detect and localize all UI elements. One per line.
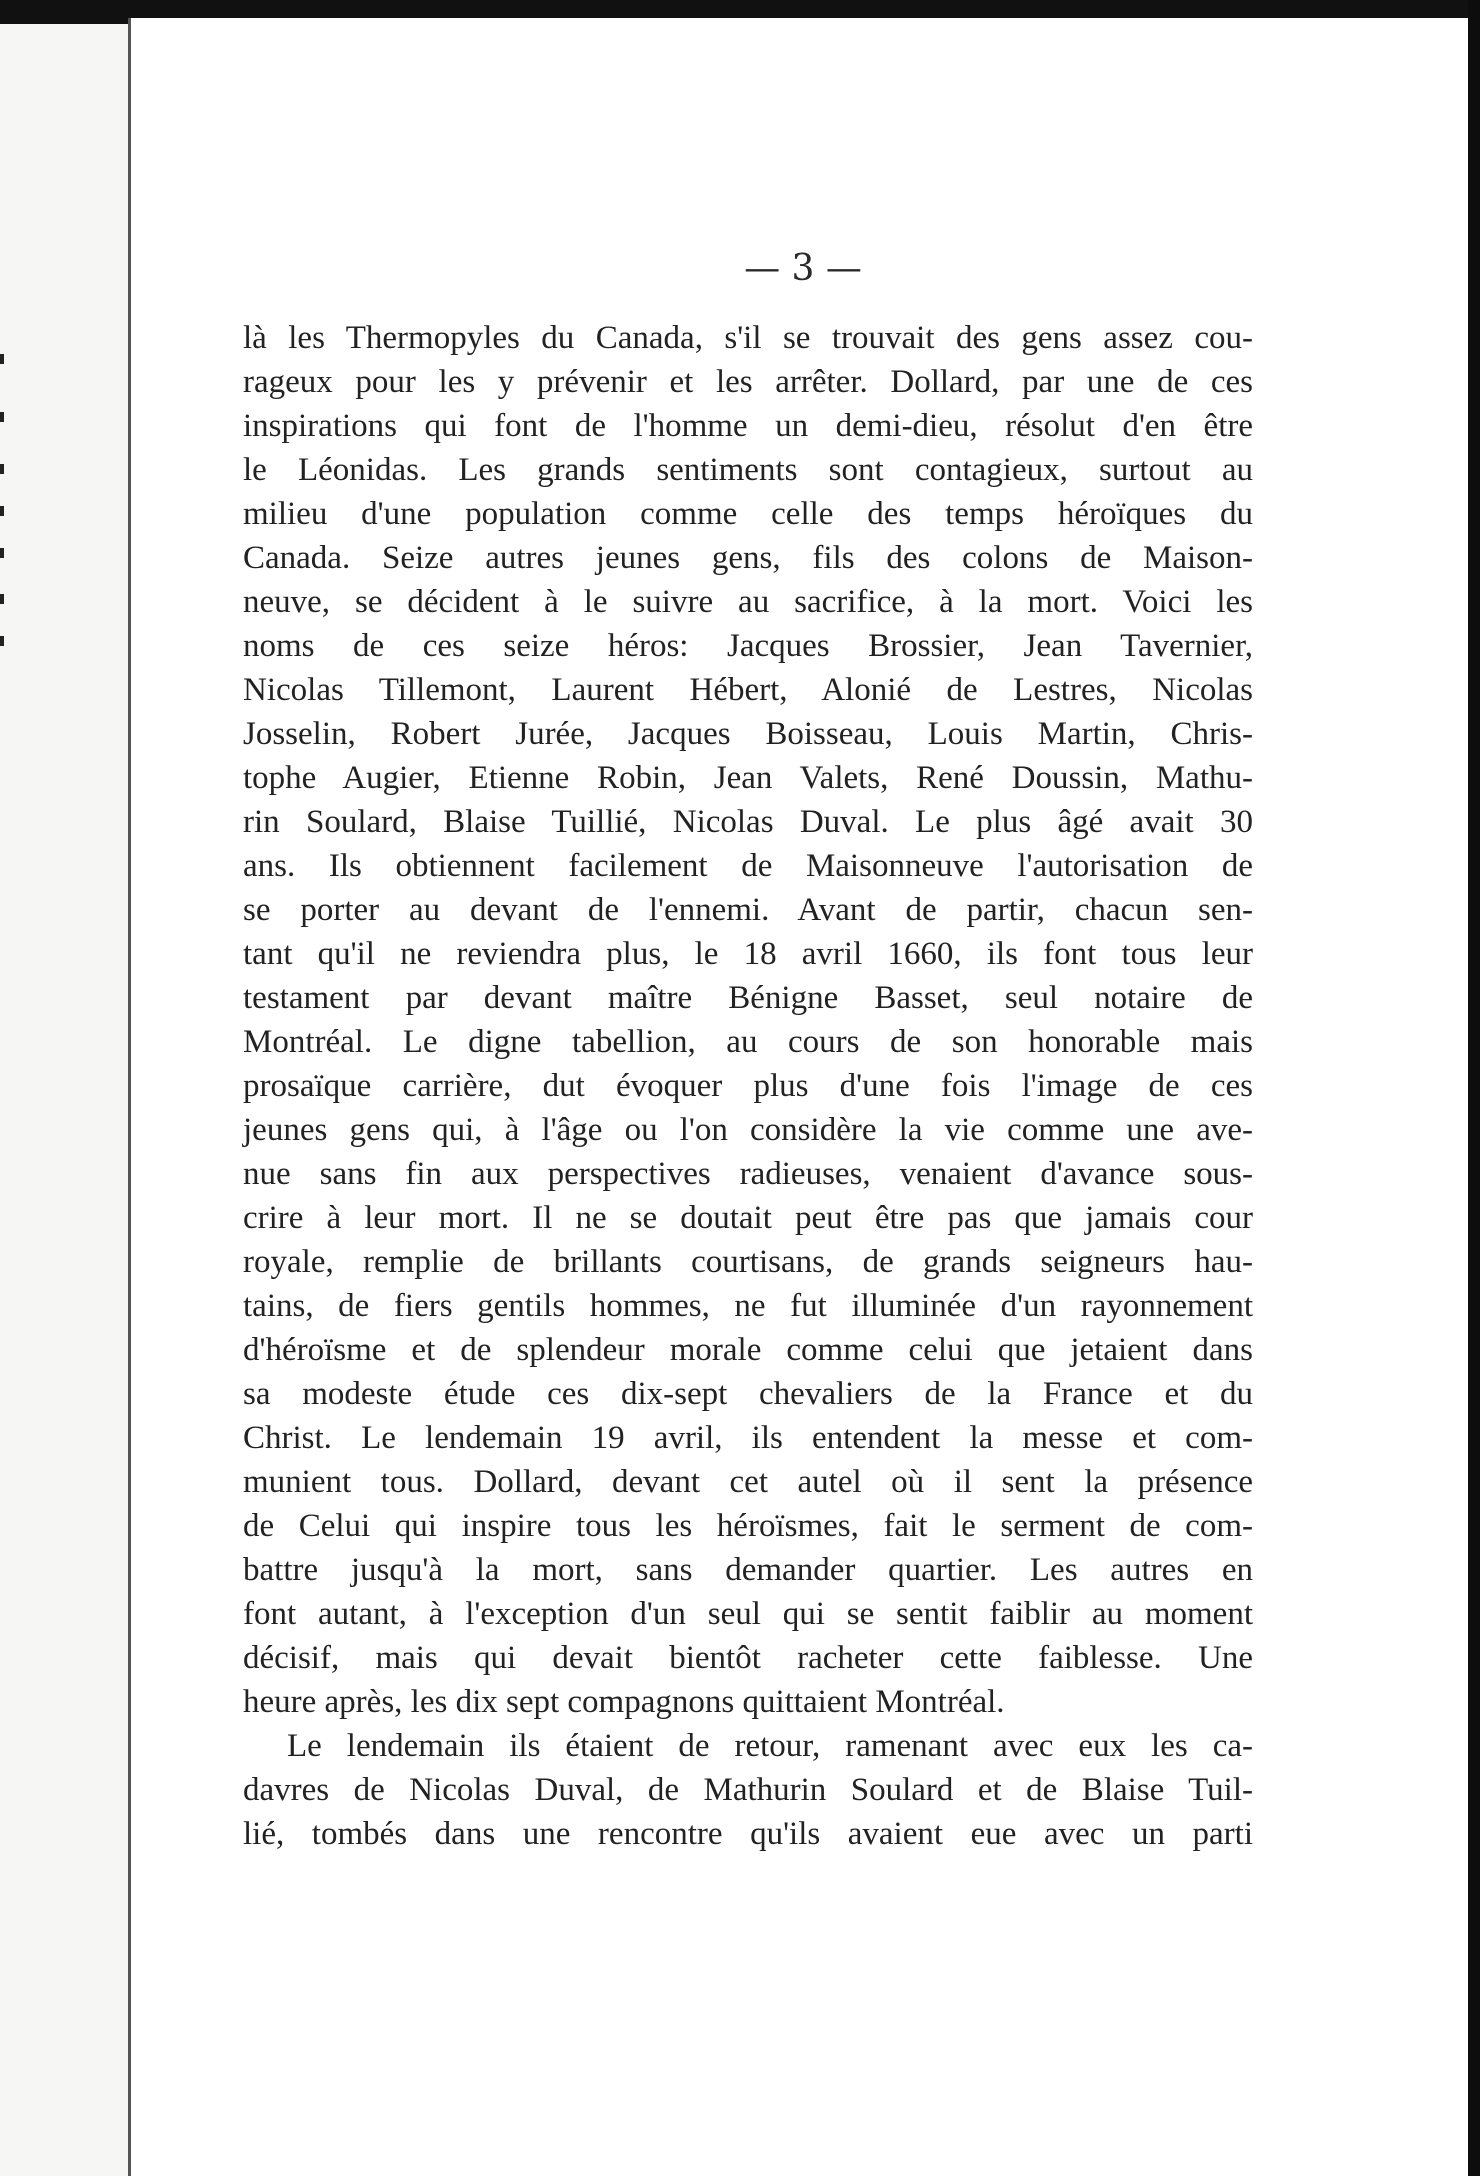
text-line: lié, tombés dans une rencontre qu'ils avaient eue avec un parti — [243, 1816, 1253, 1852]
text-line: d'héroïsme et de splendeur morale comme celui que jetaient dans — [243, 1332, 1253, 1368]
text-line: Nicolas Tillemont, Laurent Hébert, Alonié de Lestres, Nicolas — [243, 672, 1253, 708]
text-line: crire à leur mort. Il ne se doutait peut être pas que jamais cour — [243, 1200, 1253, 1236]
text-line: battre jusqu'à la mort, sans demander quartier. Les autres en — [243, 1552, 1253, 1588]
page-number: — 3 — — [744, 248, 862, 289]
text-line: jeunes gens qui, à l'âge ou l'on considère la vie comme une ave- — [243, 1112, 1253, 1148]
text-line: noms de ces seize héros: Jacques Brossier, Jean Tavernier, — [243, 628, 1253, 664]
text-line: ans. Ils obtiennent facilement de Maisonneuve l'autorisation de — [243, 848, 1253, 884]
text-line: rin Soulard, Blaise Tuillié, Nicolas Duval. Le plus âgé avait 30 — [243, 804, 1253, 840]
text-line: font autant, à l'exception d'un seul qui se sentit faiblir au moment — [243, 1596, 1253, 1632]
text-line: Josselin, Robert Jurée, Jacques Boisseau, Louis Martin, Chris- — [243, 716, 1253, 752]
page-body-text — [243, 316, 1253, 1856]
facing-page-mark — [0, 506, 4, 516]
facing-page-mark — [0, 354, 4, 364]
text-line: munient tous. Dollard, devant cet autel où il sent la présence — [243, 1464, 1253, 1500]
facing-page-edge — [0, 24, 128, 2176]
text-line: tophe Augier, Etienne Robin, Jean Valets, René Doussin, Mathu- — [243, 760, 1253, 796]
paragraph — [243, 1724, 1253, 1856]
facing-page-mark — [0, 636, 4, 646]
text-line: tant qu'il ne reviendra plus, le 18 avril 1660, ils font tous leur — [243, 936, 1253, 972]
facing-page-mark — [0, 412, 4, 422]
text-line: testament par devant maître Bénigne Basset, seul notaire de — [243, 980, 1253, 1016]
text-line: Christ. Le lendemain 19 avril, ils entendent la messe et com- — [243, 1420, 1253, 1456]
book-page — [128, 18, 1472, 2176]
text-line: milieu d'une population comme celle des temps héroïques du — [243, 496, 1253, 532]
text-line: sa modeste étude ces dix-sept chevaliers de la France et du — [243, 1376, 1253, 1412]
text-line: inspirations qui font de l'homme un demi-dieu, résolut d'en être — [243, 408, 1253, 444]
text-line: se porter au devant de l'ennemi. Avant de partir, chacun sen- — [243, 892, 1253, 928]
text-line: rageux pour les y prévenir et les arrêter. Dollard, par une de ces — [243, 364, 1253, 400]
text-line: neuve, se décident à le suivre au sacrifice, à la mort. Voici les — [243, 584, 1253, 620]
text-line: davres de Nicolas Duval, de Mathurin Soulard et de Blaise Tuil- — [243, 1772, 1253, 1808]
scan-right-edge — [1468, 0, 1480, 2176]
text-line: de Celui qui inspire tous les héroïsmes, fait le serment de com- — [243, 1508, 1253, 1544]
text-line: prosaïque carrière, dut évoquer plus d'une fois l'image de ces — [243, 1068, 1253, 1104]
text-line: là les Thermopyles du Canada, s'il se trouvait des gens assez cou- — [243, 320, 1253, 356]
text-line: heure après, les dix sept compagnons quittaient Montréal. — [243, 1684, 1005, 1720]
text-line: Montréal. Le digne tabellion, au cours de son honorable mais — [243, 1024, 1253, 1060]
text-line: royale, remplie de brillants courtisans, de grands seigneurs hau- — [243, 1244, 1253, 1280]
paragraph — [243, 316, 1253, 1724]
text-line: Le lendemain ils étaient de retour, ramenant avec eux les ca- — [287, 1728, 1253, 1764]
text-line: décisif, mais qui devait bientôt racheter cette faiblesse. Une — [243, 1640, 1253, 1676]
text-line: Canada. Seize autres jeunes gens, fils des colons de Maison- — [243, 540, 1253, 576]
text-line: nue sans fin aux perspectives radieuses, venaient d'avance sous- — [243, 1156, 1253, 1192]
facing-page-mark — [0, 548, 4, 558]
facing-page-mark — [0, 594, 4, 604]
text-line: le Léonidas. Les grands sentiments sont contagieux, surtout au — [243, 452, 1253, 488]
facing-page-mark — [0, 464, 4, 474]
text-line: tains, de fiers gentils hommes, ne fut illuminée d'un rayonnement — [243, 1288, 1253, 1324]
